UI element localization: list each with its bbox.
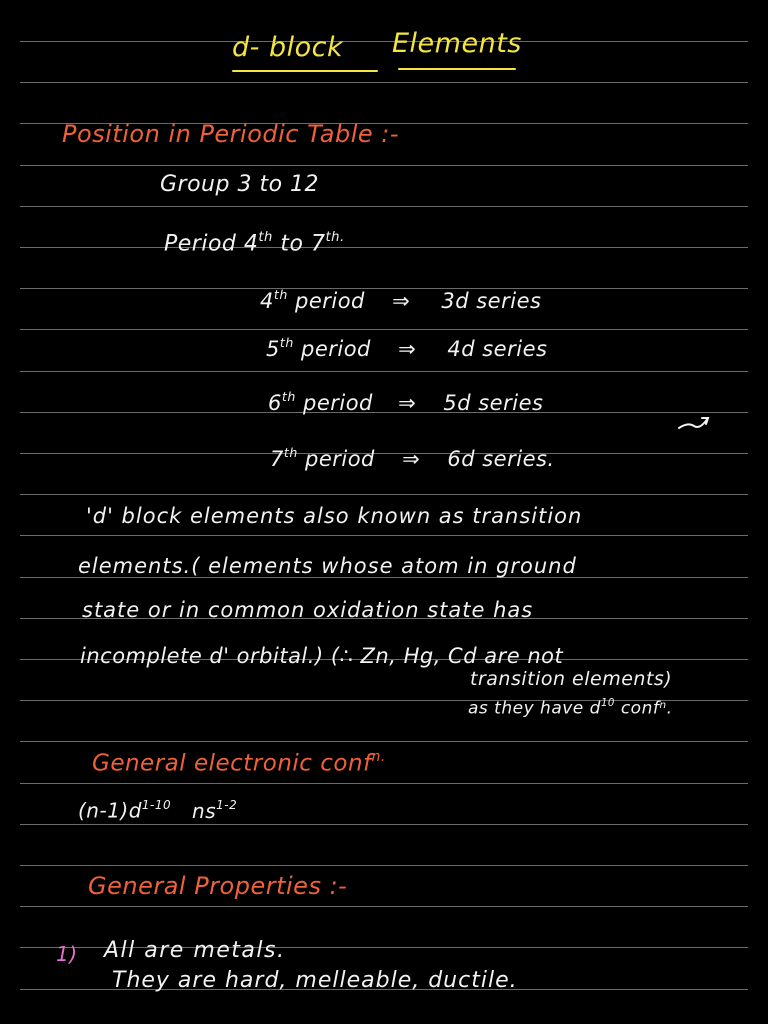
definition-line-2: elements.( elements whose atom in ground [78, 554, 577, 578]
period-range [164, 229, 345, 257]
config-formula: $(n-1)d^{1-10}$ $ns^{1-2}$ [78, 797, 238, 823]
title-underline-right [398, 68, 516, 70]
properties-heading: General Properties :- [88, 872, 348, 900]
series-row: 6th period ⇒ 5d series [268, 388, 544, 415]
series-row: 7th period ⇒ 6d series. [270, 444, 555, 471]
position-heading: Position in Periodic Table :- [62, 120, 400, 148]
definition-line-6: as they have $d^{10}$ confⁿ. [468, 697, 673, 719]
definition-line-4: incomplete d' orbital.) (∴ Zn, Hg, Cd are not [80, 644, 564, 668]
period-from-sup: th [258, 229, 273, 245]
group-text: Group 3 to 12 [160, 172, 320, 197]
definition-line-5: transition elements) [470, 668, 673, 690]
definition-line-3: state or in common oxidation state has [82, 598, 534, 622]
property-item-line-2: They are hard, melleable, ductile. [112, 968, 518, 993]
title-elements: Elements [392, 28, 522, 59]
definition-line-1: 'd' block elements also known as transition [86, 504, 583, 528]
period-from: 4 [243, 231, 259, 257]
period-to-sup: th. [325, 229, 345, 245]
config-heading: General electronic conf$^{n.}$ [92, 748, 386, 777]
series-row: 4th period ⇒ 3d series [260, 286, 542, 313]
period-label: Period [164, 231, 237, 257]
arrow-doodle-icon [676, 410, 712, 434]
series-row: 5th period ⇒ 4d series [266, 334, 548, 361]
property-item-number: 1) [56, 942, 78, 966]
property-item-line-1: All are metals. [104, 938, 286, 963]
title-d-block: d- block [232, 32, 344, 63]
period-to: to 7 [280, 231, 326, 257]
title-underline-left [232, 70, 378, 72]
